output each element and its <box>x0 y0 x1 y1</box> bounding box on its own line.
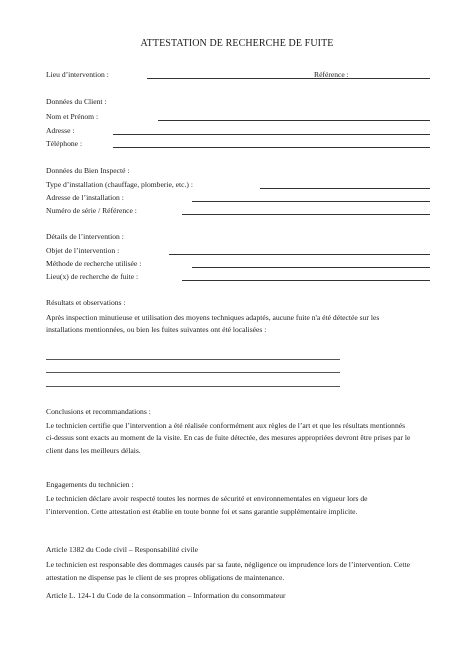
installation-type-field[interactable] <box>260 188 430 189</box>
results-blank-line[interactable] <box>46 359 340 360</box>
lieu-intervention-label: Lieu d’intervention : <box>46 70 109 79</box>
results-text-line1: Après inspection minutieuse et utilisation des moyens techniques adaptés, aucune fuite n'a été détectée sur les <box>46 313 380 322</box>
client-address-label: Adresse : <box>46 126 75 135</box>
lieu-intervention-field[interactable] <box>147 78 430 79</box>
conclusions-text-line3: client dans les meilleurs délais. <box>46 446 141 455</box>
search-place-label: Lieu(x) de recherche de fuite : <box>46 272 139 281</box>
client-phone-label: Téléphone : <box>46 139 83 148</box>
intervention-object-label: Objet de l’intervention : <box>46 246 120 255</box>
engagements-text-line1: Le technicien déclare avoir respecté toutes les normes de sécurité et environnementales en vigueur lors de <box>46 494 368 503</box>
article-civil-text-line2: attestation ne dispense pas le client de ses propres obligations de maintenance. <box>46 573 285 582</box>
engagements-section-title: Engagements du technicien : <box>46 480 134 489</box>
installation-address-field[interactable] <box>192 201 430 202</box>
article-civil-text-line1: Le technicien est responsable des dommages causés par sa faute, négligence ou imprudence lors de l’intervention. Cette <box>46 560 410 569</box>
conclusions-text-line1: Le technicien certifie que l’intervention a été réalisée conformément aux règles de l’art et que les résultats mentionnés <box>46 421 406 430</box>
article-civil-title: Article 1382 du Code civil – Responsabilité civile <box>46 545 199 554</box>
results-text-line2: installations mentionnées, ou bien les fuites suivantes ont été localisées : <box>46 325 267 334</box>
article-conso-title: Article L. 124-1 du Code de la consommation – Information du consommateur <box>46 591 286 600</box>
client-section-title: Données du Client : <box>46 97 107 106</box>
results-section-title: Résultats et observations : <box>46 298 126 307</box>
search-place-field[interactable] <box>182 280 430 281</box>
intervention-section-title: Détails de l’intervention : <box>46 232 124 241</box>
client-phone-field[interactable] <box>113 147 430 148</box>
property-section-title: Données du Bien Inspecté : <box>46 166 130 175</box>
search-method-label: Méthode de recherche utilisée : <box>46 259 142 268</box>
engagements-text-line2: l’intervention. Cette attestation est établie en toute bonne foi et sans garantie supplémentaire implicite. <box>46 507 358 516</box>
serial-number-label: Numéro de série / Référence : <box>46 206 137 215</box>
conclusions-section-title: Conclusions et recommandations : <box>46 407 151 416</box>
search-method-field[interactable] <box>192 267 430 268</box>
installation-type-label: Type d’installation (chauffage, plomberie, etc.) : <box>46 180 193 189</box>
client-name-label: Nom et Prénom : <box>46 112 99 121</box>
client-name-field[interactable] <box>158 120 430 121</box>
conclusions-text-line2: ci-dessus sont exacts au moment de la visite. En cas de fuite détectée, des mesures appropriées devront être prises par le <box>46 433 411 442</box>
document-title: ATTESTATION DE RECHERCHE DE FUITE <box>140 38 334 49</box>
client-address-field[interactable] <box>113 134 430 135</box>
reference-label: Référence : <box>314 70 349 79</box>
intervention-object-field[interactable] <box>169 254 430 255</box>
installation-address-label: Adresse de l’installation : <box>46 193 124 202</box>
serial-number-field[interactable] <box>182 214 430 215</box>
results-blank-line[interactable] <box>46 372 340 373</box>
results-blank-line[interactable] <box>46 386 340 387</box>
